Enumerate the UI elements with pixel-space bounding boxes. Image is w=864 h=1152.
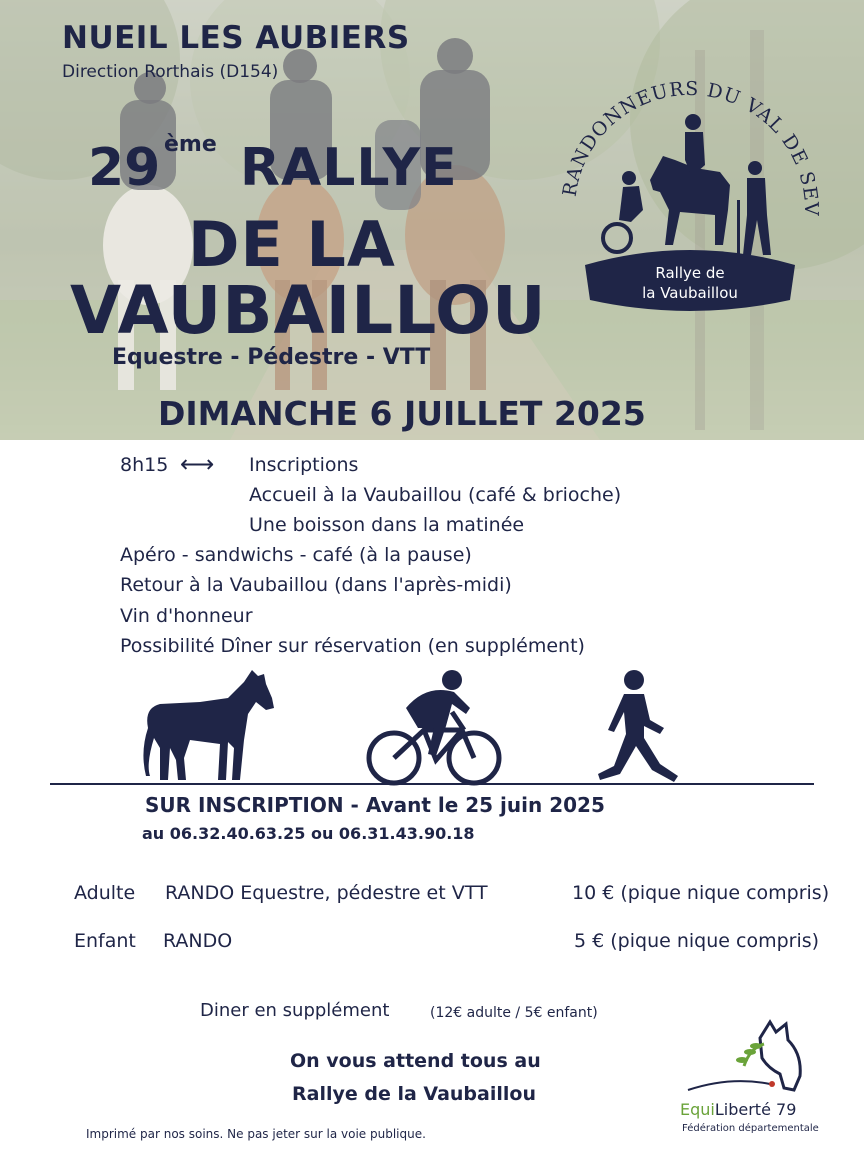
closing-line2: Rallye de la Vaubaillou — [292, 1083, 536, 1105]
schedule-item: Vin d'honneur — [120, 605, 253, 627]
logo-rider-icon — [685, 132, 705, 172]
price-amount: 5 € (pique nique compris) — [574, 930, 820, 952]
partner-number: 79 — [776, 1100, 797, 1119]
direction-text: Direction Rorthais (D154) — [62, 62, 279, 82]
edition-number: 29 — [88, 138, 161, 198]
horse-head-icon — [680, 1018, 810, 1100]
partner-subtitle: Fédération départementale — [682, 1123, 819, 1134]
equiliberte-logo — [680, 1018, 819, 1143]
price-category: Enfant — [74, 930, 136, 952]
logo-arc-text: RANDONNEURS DU VAL DE SEV — [558, 77, 823, 217]
registration-headline: SUR INSCRIPTION - Avant le 25 juin 2025 — [145, 793, 605, 817]
event-date: DIMANCHE 6 JUILLET 2025 — [158, 394, 646, 433]
schedule-item: Apéro - sandwichs - café (à la pause) — [120, 544, 472, 566]
price-amount: 10 € (pique nique compris) — [572, 882, 830, 904]
cyclist-icon — [366, 668, 502, 786]
schedule-item: Retour à la Vaubaillou (dans l'après-midi) — [120, 574, 512, 596]
diner-label: Diner en supplément — [200, 1000, 390, 1021]
double-arrow-icon: ⟷ — [180, 450, 215, 478]
schedule-item: Possibilité Dîner sur réservation (en supplément) — [120, 635, 585, 657]
logo-cyclist-icon — [619, 186, 643, 222]
schedule-time: 8h15 — [120, 454, 169, 476]
diner-detail: (12€ adulte / 5€ enfant) — [430, 1005, 598, 1021]
footer-note: Imprimé par nos soins. Ne pas jeter sur la voie publique. — [86, 1127, 426, 1141]
price-activity: RANDO — [163, 930, 233, 952]
club-logo — [545, 60, 835, 330]
partner-brand-b: Liberté — [714, 1100, 771, 1119]
logo-hiker-icon — [743, 178, 771, 255]
walker-icon — [594, 668, 684, 786]
price-category: Adulte — [74, 882, 136, 904]
schedule-item: Accueil à la Vaubaillou (café & brioche) — [249, 484, 622, 506]
ground-line-divider — [50, 783, 814, 785]
title-vaubaillou: VAUBAILLOU — [70, 272, 547, 349]
schedule-item: Inscriptions — [249, 454, 359, 476]
schedule-item: Une boisson dans la matinée — [249, 514, 525, 536]
title-rallye: RALLYE — [240, 138, 458, 198]
logo-banner-line1: Rallye de — [655, 264, 725, 282]
partner-brand-a: Equi — [680, 1100, 715, 1119]
town-name: NUEIL LES AUBIERS — [62, 20, 410, 56]
edition-suffix: ème — [164, 132, 217, 157]
disciplines-text: Equestre - Pédestre - VTT — [112, 345, 431, 370]
price-activity: RANDO Equestre, pédestre et VTT — [165, 882, 488, 904]
title-de-la: DE LA — [188, 208, 396, 281]
registration-phones: au 06.32.40.63.25 ou 06.31.43.90.18 — [142, 824, 475, 843]
horse-icon — [140, 668, 280, 786]
logo-banner-line2: la Vaubaillou — [642, 284, 738, 302]
closing-line1: On vous attend tous au — [290, 1050, 541, 1072]
